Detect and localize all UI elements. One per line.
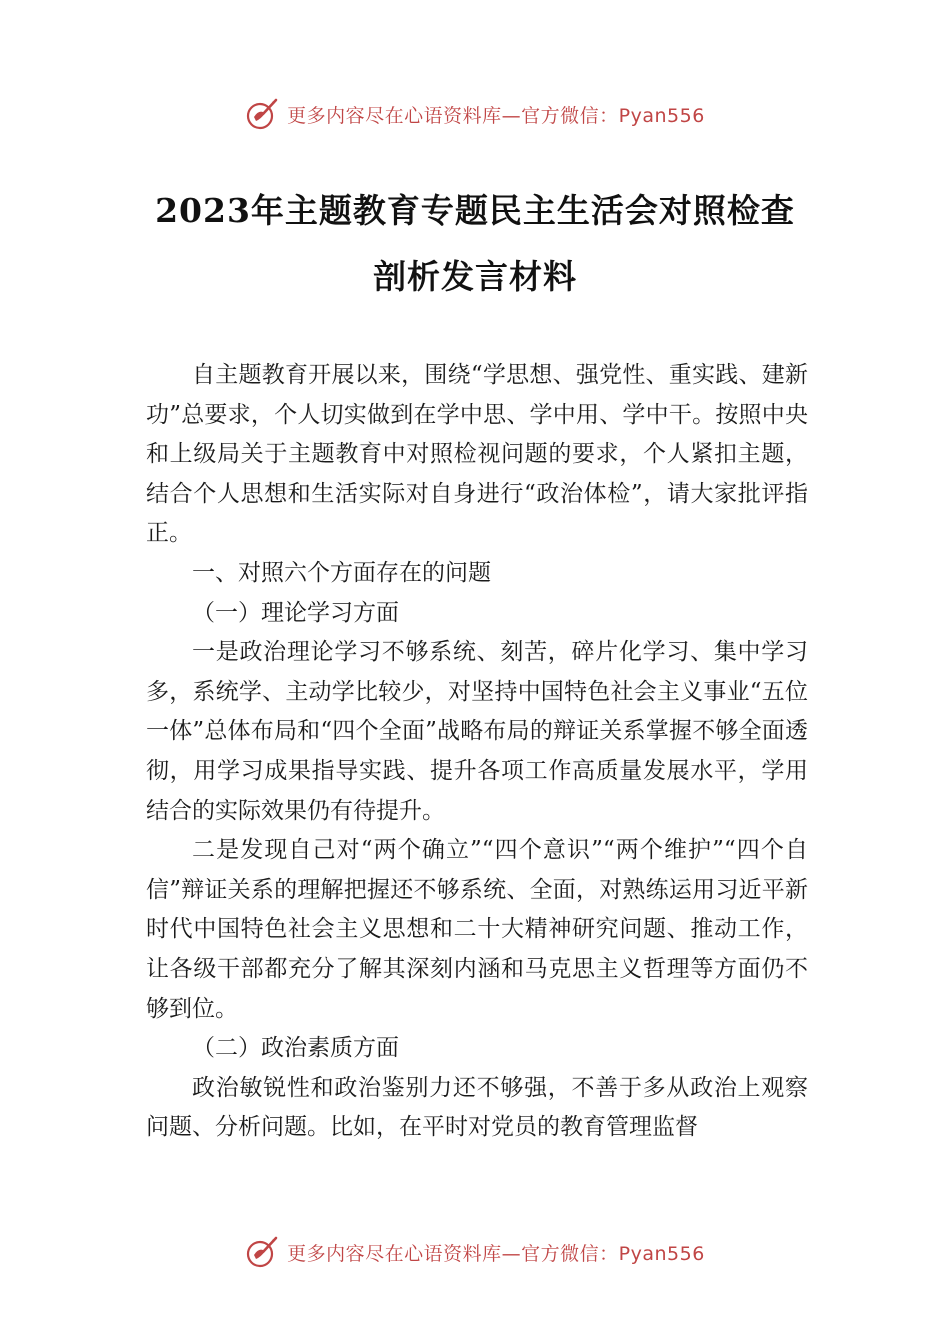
subsection-heading-1: （一）理论学习方面: [192, 599, 399, 626]
paragraph-point-1: 一是政治理论学习不够系统、刻苦，碎片化学习、集中学习多，系统学、主动学比较少，对坚持中国特色社会主义事业“五位一体”总体布局和“四个全面”战略布局的辩证关系掌握不够全面透彻，用学习成果指导实践、提升各项工作高质量发展水平，学用结合的实际效果仍有待提升。: [146, 639, 808, 824]
paragraph-intro: 自主题教育开展以来，围绕“学思想、强党性、重实践、建新功”总要求，个人切实做到在学中思、学中用、学中干。按照中央和上级局关于主题教育中对照检视问题的要求，个人紧扣主题，结合个人思想和生活实际对自身进行“政治体检”，请大家批评指正。: [146, 362, 808, 547]
watermark-text: [287, 101, 705, 128]
watermark-wechat-id: Pyan556: [618, 1242, 705, 1265]
paragraph-point-2: 二是发现自己对“两个确立”“四个意识”“两个维护”“四个自信”辩证关系的理解把握还不够系统、全面，对熟练运用习近平新时代中国特色社会主义思想和二十大精神研究问题、推动工作，让各级干部都充分了解其深刻内涵和马克思主义哲理等方面仍不够到位。: [146, 837, 808, 1022]
title-line-1: 2023年主题教育专题民主生活会对照检查: [155, 191, 795, 230]
subsection-heading-2: （二）政治素质方面: [192, 1035, 399, 1062]
watermark-text: [287, 1239, 705, 1266]
watermark-prefix: 更多内容尽在心语资料库—官方微信：: [287, 104, 619, 127]
brush-pen-logo-icon: [245, 97, 279, 131]
brush-pen-logo-icon: [245, 1235, 279, 1269]
watermark-wechat-id: Pyan556: [618, 104, 705, 127]
watermark-header: [0, 92, 950, 136]
title-line-2: 剖析发言材料: [373, 257, 577, 296]
section-heading-1: 一、对照六个方面存在的问题: [192, 559, 491, 586]
watermark-prefix: 更多内容尽在心语资料库—官方微信：: [287, 1242, 619, 1265]
document-body: [146, 356, 808, 1148]
paragraph-political: 政治敏锐性和政治鉴别力还不够强，不善于多从政治上观察问题、分析问题。比如，在平时对党员的教育管理监督: [146, 1074, 808, 1141]
watermark-footer: [0, 1230, 950, 1274]
document-title: [0, 178, 950, 310]
